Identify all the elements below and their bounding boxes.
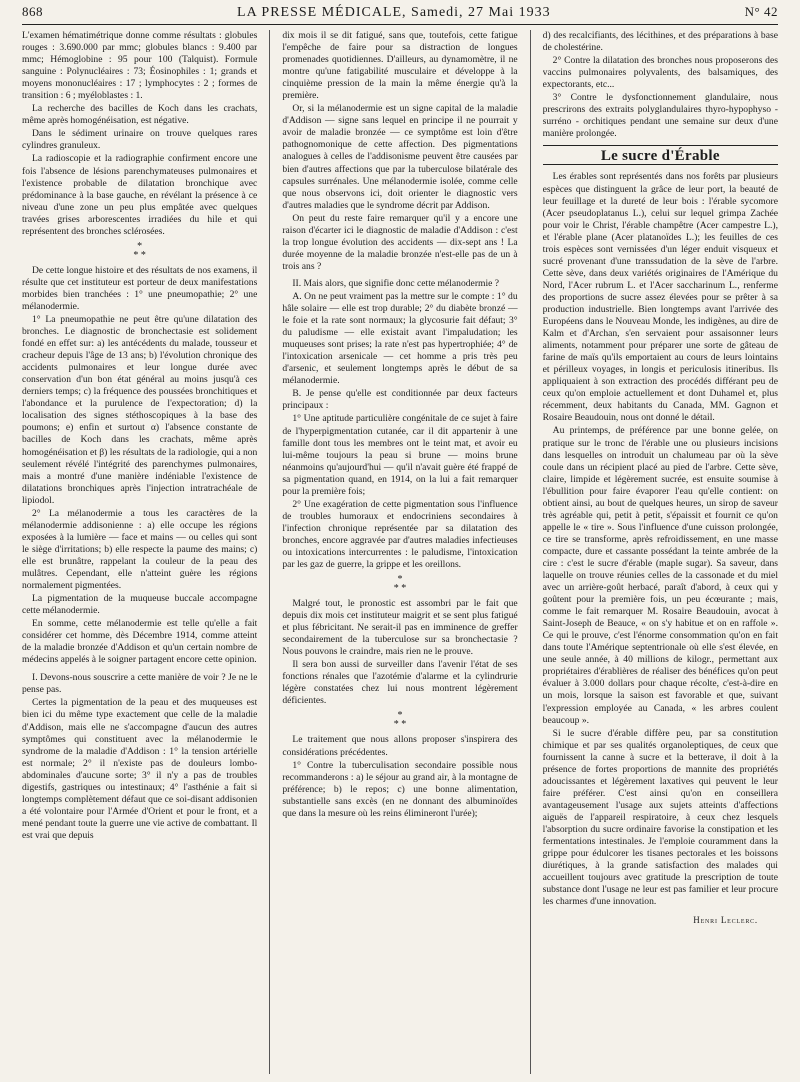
article-title: Le sucre d'Érable: [600, 148, 720, 165]
paragraph: B. Je pense qu'elle est conditionnée par deux facteurs principaux :: [282, 388, 518, 412]
column-3: [543, 30, 778, 1074]
header-rule: [22, 24, 778, 25]
paragraph: dix mois il se dit fatigué, sans que, toutefois, cette fatigue l'empêche de faire pour sa distraction de longues promenades quotidiennes. D'ailleurs, au dynamomètre, il ne montre qu'une fatigabilité musculaire et développe à la cinquième pression de la main la même énergie qu'à la première.: [282, 30, 518, 102]
paragraph: Au printemps, de préférence par une bonne gelée, on pratique sur le tronc de l'érable une ou plusieurs incisions dans lesquelles on introduit un chalumeau par où la sève coule dans un récipient placé au pied de l'arbre. Cette sève, claire, limpide et légèrement sucrée, est ensuite soumise à l'ébullition pour faire évaporer l'eau qu'elle contient: on obtient ainsi, au bout de quelques heures, un sirop de saveur très agréable qui, petit à petit, s'épaissit et fournit ce qu'on appelle le « tire ». Sous l'influence d'une cuisson prolongée, ce tire se transforme, après refroidissement, en une masse compacte, dure et cassante possédant la teinte ambrée de la cire : c'est le sucre d'érable (maple sugar). Sa saveur, dans laquelle on trouve réunies celles de la cassonade et du miel avec un arrière-goût herbacé, paraît d'abord, à ceux qui y goûtent pour la première fois, un peu écœurante ; mais, comme le fait remarquer M. Rosaire Beaudouin, avocat à Saint-Joseph de Beauce, « on s'y habitue et on en raffole ». Ce qui le prouve, c'est l'énorme consommation qu'on en fait dans toute l'Amérique septentrionale où elle s'est élevée, en une seule année, à 40 millions de kilogr., permettant aux propriétaires d'érablières de réaliser des bénéfices qu'on peut évaluer à 3.000 dollars pour chaque récolte, c'est-à-dire en un mois, lorsque la saison est favorable et que, suivant l'expression employée au Canada, « les arbres coulent beaucoup ».: [542, 425, 778, 726]
paragraph: A. On ne peut vraiment pas la mettre sur le compte : 1° du hâle solaire — elle est trop durable; 2° du diabète bronzé — le foie et la rate sont normaux; la glycosurie fait défaut; 3° du paludisme — elle existait avant l'impaludation; les muqueuses sont prises; la rate n'est pas hypertrophiée; 4° de l'intoxication arsenicale — cet homme a pris très peu d'arsenic, et seulement longtemps après le début de sa mélanodermie.: [282, 290, 518, 387]
paragraph: Malgré tout, le pronostic est assombri par le fait que depuis dix mois cet instituteur maigrit et se sent plus fatigué et plus fébricitant. Ne serait-il pas en imminence de greffer secondairement de la tuberculose sur sa bronchectasie ? Nous pouvons le craindre, mais rien ne le prouve.: [282, 598, 518, 658]
paragraph: 1° Contre la tuberculisation secondaire possible nous recommanderons : a) le séjour au grand air, à la montagne de préférence; b) le repos; c) une bonne alimentation, substantielle sans excès (en ne donnant des albuminoïdes que dans la mesure où les reins élimineront l'urée);: [282, 759, 518, 819]
article-rule: [543, 164, 778, 165]
paragraph: d) des recalcifiants, des lécithines, et des préparations à base de cholestérine.: [542, 30, 778, 54]
paragraph: Il sera bon aussi de surveiller dans l'avenir l'état de ses fonctions rénales que l'azotémie d'alarme et la cylindrurie légère constatées chez lui nous montrent légèrement déficientes.: [282, 659, 518, 707]
paragraph: De cette longue histoire et des résultats de nos examens, il résulte que cet instituteur est porteur de deux manifestations morbides bien tranchées : 1° une pneumopathie; 2° une mélanodermie.: [22, 264, 258, 312]
section-separator: * * *: [133, 240, 146, 261]
publication-title: LA PRESSE MÉDICALE, Samedi, 27 Mai 1933: [237, 5, 551, 20]
issue-number: N° 42: [744, 4, 778, 19]
paragraph: Les érables sont représentés dans nos forêts par plusieurs espèces que distinguent la grâce de leur port, la beauté de leur feuillage et la dureté de leur bois : l'érable sycomore (Acer pseudoplatanus L.), celui sur lequel grimpa Zachée pour voir le Christ, l'érable champêtre (Acer campestre L.), et l'érable plane (Acer platanoïdes L.); les feuilles de ces trois espèces sont vernissées d'un léger enduit visqueux et sucré provenant d'une transsudation de la sève de l'arbre. Cette sève, dans deux variétés originaires de l'Amérique du Nord, l'Acer rubrum L. et l'Acer saccharinum L., renferme des proportions de sucre assez élevées pour se prêter à sa production industrielle. Bien longtemps avant l'arrivée des Européens dans le Nouveau Monde, les indigènes, au dire de Kalm et d'Archan, s'en servaient pour assaisonner leurs aliments, notamment pour préparer une sorte de gâteau de farine de maïs qu'ils emportaient au cours de leurs lointains et périlleux voyages, in longis et periculosis itineribus. Ils appliquaient à son extraction des procédés différant peu de ceux qu'on emploie actuellement et dont Duhamel et, plus récemment, deux habitants du Canada, MM. Gagnon et Rosaire Beaudouin, nous ont donné le détail.: [542, 171, 778, 424]
paragraph: On peut du reste faire remarquer qu'il y a encore une raison d'écarter ici le diagnostic de maladie d'Addison : c'est la trop longue évolution des accidents — dix-sept ans ! La durée moyenne de la maladie bronzée n'est-elle pas de un à trois ans ?: [282, 212, 518, 272]
paragraph: La recherche des bacilles de Koch dans les crachats, même après homogénéisation, est négative.: [22, 103, 258, 127]
paragraph: 3° Contre le dysfonctionnement glandulaire, nous prescrirons des extraits polyglandulaires thyro-hypophyso - surréno - orchitiques pendant une semaine sur deux d'une manière prolongée.: [542, 92, 778, 140]
paragraph: La radioscopie et la radiographie confirment encore une fois l'absence de lésions parenchymateuses pulmonaires et l'existence probable de dilatation bronchique avec prédominance à la base gauche, en révélant la présence à ce niveau d'une zone un peu plus empâtée avec quelques travées grises arborescentes irradiées du hile et qui représentent des bronches sclérosées.: [22, 153, 258, 237]
article-rule: [543, 145, 778, 146]
paragraph: 1° La pneumopathie ne peut être qu'une dilatation des bronches. Le diagnostic de bronchectasie est solidement fondé en effet sur: a) les antécédents du malade, tousseur et cracheur depuis l'âge de 13 ans; b) l'évolution chronique des accidents pulmonaires et leur longue durée avec conservation d'un bon état général au moins jusqu'à ces derniers temps; c) la fréquence des poussées bronchitiques et l'abondance et la purulence de l'expectoration; d) la localisation des signes stéthoscopiques à la base des poumons; e) enfin et surtout α) l'absence constante de bacilles de Koch dans les crachats, même après homogénéisation et β) les résultats de la radiologie, qui a non seulement révélé l'intégrité des parenchymes pulmonaires, mais a montré d'une manière indéniable l'existence de dilatations bronchiques après l'injection intratrachéale de lipiodol.: [22, 313, 258, 506]
paragraph: II. Mais alors, que signifie donc cette mélanodermie ?: [292, 277, 500, 289]
section-separator: * * *: [393, 710, 407, 731]
column-1: [22, 30, 257, 1074]
paragraph: I. Devons-nous souscrire a cette manière de voir ? Je ne le pense pas.: [22, 672, 258, 696]
page-number: 868: [22, 4, 43, 19]
paragraph: 2° Une exagération de cette pigmentation sous l'influence de troubles humoraux et endocriniens secondaires à l'infection chronique représentée par sa dilatation des bronches, encore aggravée par d'autres maladies infectieuses ou intoxications intercurrentes : le paludisme, l'intoxication par les gaz de guerre, la grippe et les oreillons.: [282, 498, 518, 571]
paragraph: En somme, cette mélanodermie est telle qu'elle a fait considérer cet homme, dès Décembre 1914, comme atteint de la maladie bronzée d'Addison et qu'un certain nombre de médecins appelés à le soigner partagent encore cette opinion.: [22, 618, 258, 666]
paragraph: La pigmentation de la muqueuse buccale accompagne cette mélanodermie.: [22, 593, 258, 617]
columns: [22, 30, 778, 1074]
paragraph: 2° La mélanodermie a tous les caractères de la mélanodermie addisonienne : a) elle occupe les régions exposées à la lumière — face et mains — ou celles qui sont le siège d'irritations; b) elle respecte la paume des mains; c) elle est brunâtre, rappelant la couleur de la peau des mulâtres. Cependant, elle n'atteint guère les régions normalement pigmentées.: [22, 507, 258, 592]
paragraph: L'examen hématimétrique donne comme résultats : globules rouges : 3.690.000 par mmc; globules blancs : 9.400 par mmc; Hémoglobine : 95 pour 100 (Talquist). Formule sanguine : Polynucléaires : 73; Éosinophiles : 1; grands et moyens mononucléaires : 17 ; lymphocytes : 2 ; formes de transition : 6 ; myéloblastes : 1.: [22, 30, 258, 102]
column-separator: [269, 30, 270, 1074]
paragraph: 2° Contre la dilatation des bronches nous proposerons des vaccins pulmonaires polyvalents, des balsamiques, des expectorants, etc...: [542, 55, 778, 91]
paragraph: 1° Une aptitude particulière congénitale de ce sujet à faire de l'hyperpigmentation cutanée, car il dit appartenir à une famille dont tous les membres ont le teint mat, et avoir eu lui-même toujours la peau si brune — moins brune néanmoins qu'aujourd'hui — qu'il n'avait guère été frappé de sa pigmentation quand, en 1914, on la lui a fait remarquer pour la première fois;: [282, 413, 518, 497]
column-2: [282, 30, 517, 1074]
paragraph: Le traitement que nous allons proposer s'inspirera des considérations précédentes.: [282, 734, 518, 758]
page-header: [22, 4, 778, 22]
paragraph: Dans le sédiment urinaire on trouve quelques rares cylindres granuleux.: [22, 128, 258, 152]
paragraph: Or, si la mélanodermie est un signe capital de la maladie d'Addison — signe sans lequel en principe il ne pourrait y avoir de maladie bronzée — ce symptôme est loin d'être pathognomonique de cette affection. Des pigmentations analogues à celles de l'addisonisme peuvent être causées par bien d'autres affections que par la tuberculose bilatérale des capsules surrénales. Une mélanodermie isolée, comme celle que nous observons ici, doit orienter le diagnostic vers d'autres maladies que le syndrome décrit par Addison.: [282, 103, 518, 211]
paragraph: Certes la pigmentation de la peau et des muqueuses est bien ici du même type exactement que celle de la maladie d'Addison, mais elle ne s'accompagne d'aucun des autres symptômes qui constituent avec la mélanodermie le syndrome de la maladie d'Addison : 1° la tension artérielle est normale; 2° il n'existe pas de douleurs lombo-abdominales d'aucune sorte; 3° il n'y a pas de troubles digestifs, gastriques ou intestinaux; 4° l'asthénie a fait si longtemps complètement défaut que ce soi-disant addisonien a été volontaire pour l'Armée d'Orient et pour le front, et a mené pendant toute la guerre une vie active de combattant. Il est vrai que depuis: [22, 697, 258, 841]
author-signature: Henri Leclerc.: [693, 915, 758, 926]
section-separator: * * *: [393, 574, 407, 595]
column-separator: [530, 30, 531, 1074]
paragraph: Si le sucre d'érable diffère peu, par sa constitution chimique et par ses qualités organoleptiques, de ceux que fournissent la canne à sucre et la betterave, il doit à la présence de fortes proportions de mannite des propriétés adoucissantes et légèrement laxatives qui peuvent le leur faire préférer. C'est ainsi qu'on en conseillera avantageusement l'usage aux sujets atteints d'affections aiguës de l'appareil respiratoire, à ceux chez lesquels l'absorption du sucre ordinaire favorise la constipation et les fermentations intestinales. Je l'emploie couramment dans la grippe pour édulcorer les tisanes pectorales et les boissons diurétiques, à la grande satisfaction des malades qui accueillent toujours avec gratitude la prescription de toute substance dont l'usage ne leur est pas familier et leur procure les charmes d'une innovation.: [542, 727, 778, 908]
